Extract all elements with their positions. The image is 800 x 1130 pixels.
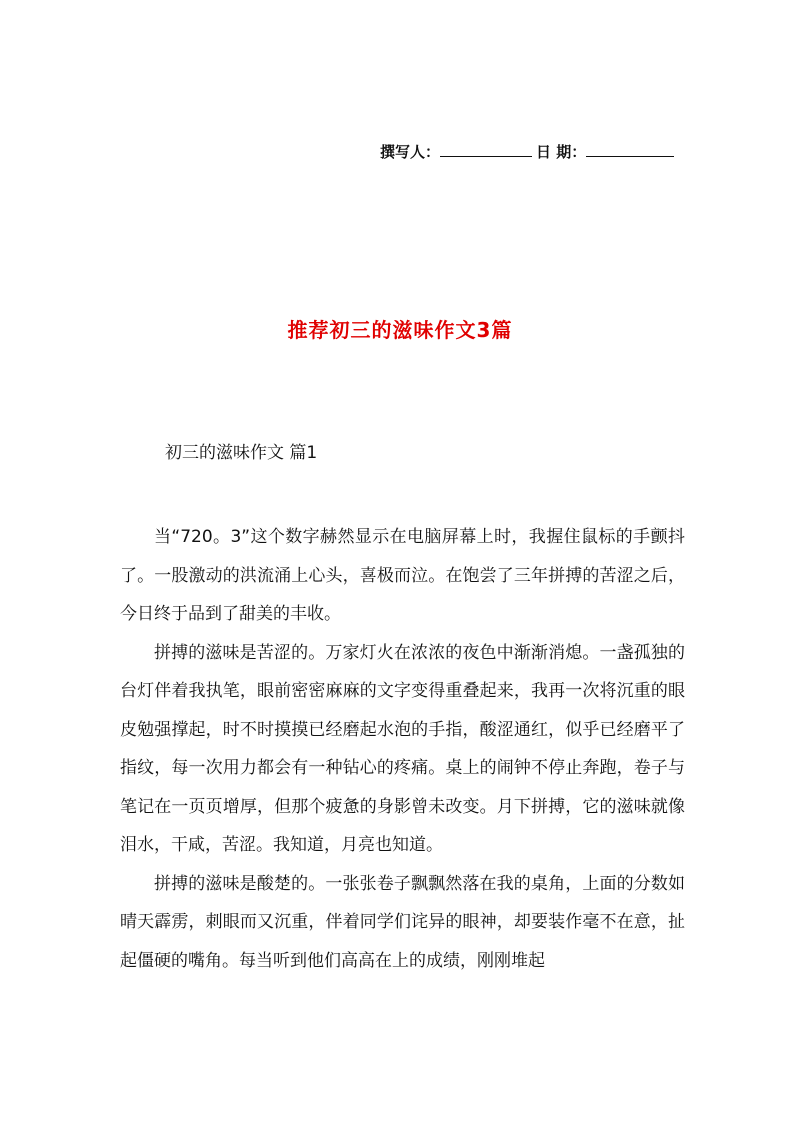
author-label: 撰写人： <box>380 143 441 161</box>
date-blank-field <box>586 140 674 157</box>
essay-body <box>120 518 685 980</box>
document-title: 推荐初三的滋味作文3篇 <box>287 318 513 342</box>
author-blank-field <box>440 140 532 157</box>
paragraph: 拼搏的滋味是酸楚的。一张张卷子飘飘然落在我的桌角，上面的分数如晴天霹雳，刺眼而又沉重，伴着同学们诧异的眼神，却要装作毫不在意，扯起僵硬的嘴角。每当听到他们高高在上的成绩，刚刚堆起 <box>120 873 685 971</box>
paragraph: 当“720。3”这个数字赫然显示在电脑屏幕上时，我握住鼠标的手颤抖了。一股激动的洪流涌上心头，喜极而泣。在饱尝了三年拼搏的苦涩之后，今日终于品到了甜美的丰收。 <box>120 527 685 624</box>
paragraph: 拼搏的滋味是苦涩的。万家灯火在浓浓的夜色中渐渐消熄。一盏孤独的台灯伴着我执笔，眼前密密麻麻的文字变得重叠起来，我再一次将沉重的眼皮勉强撑起，时不时摸摸已经磨起水泡的手指，酸涩通红，似乎已经磨平了指纹，每一次用力都会有一种钻心的疼痛。桌上的闹钟不停止奔跑，卷子与笔记在一页页增厚，但那个疲惫的身影曾未改变。月下拼搏，它的滋味就像泪水，干咸，苦涩。我知道，月亮也知道。 <box>120 642 685 855</box>
author-date-line <box>380 140 690 162</box>
date-label: 日 期： <box>536 143 587 161</box>
section-heading: 初三的滋味作文 篇1 <box>165 443 318 463</box>
